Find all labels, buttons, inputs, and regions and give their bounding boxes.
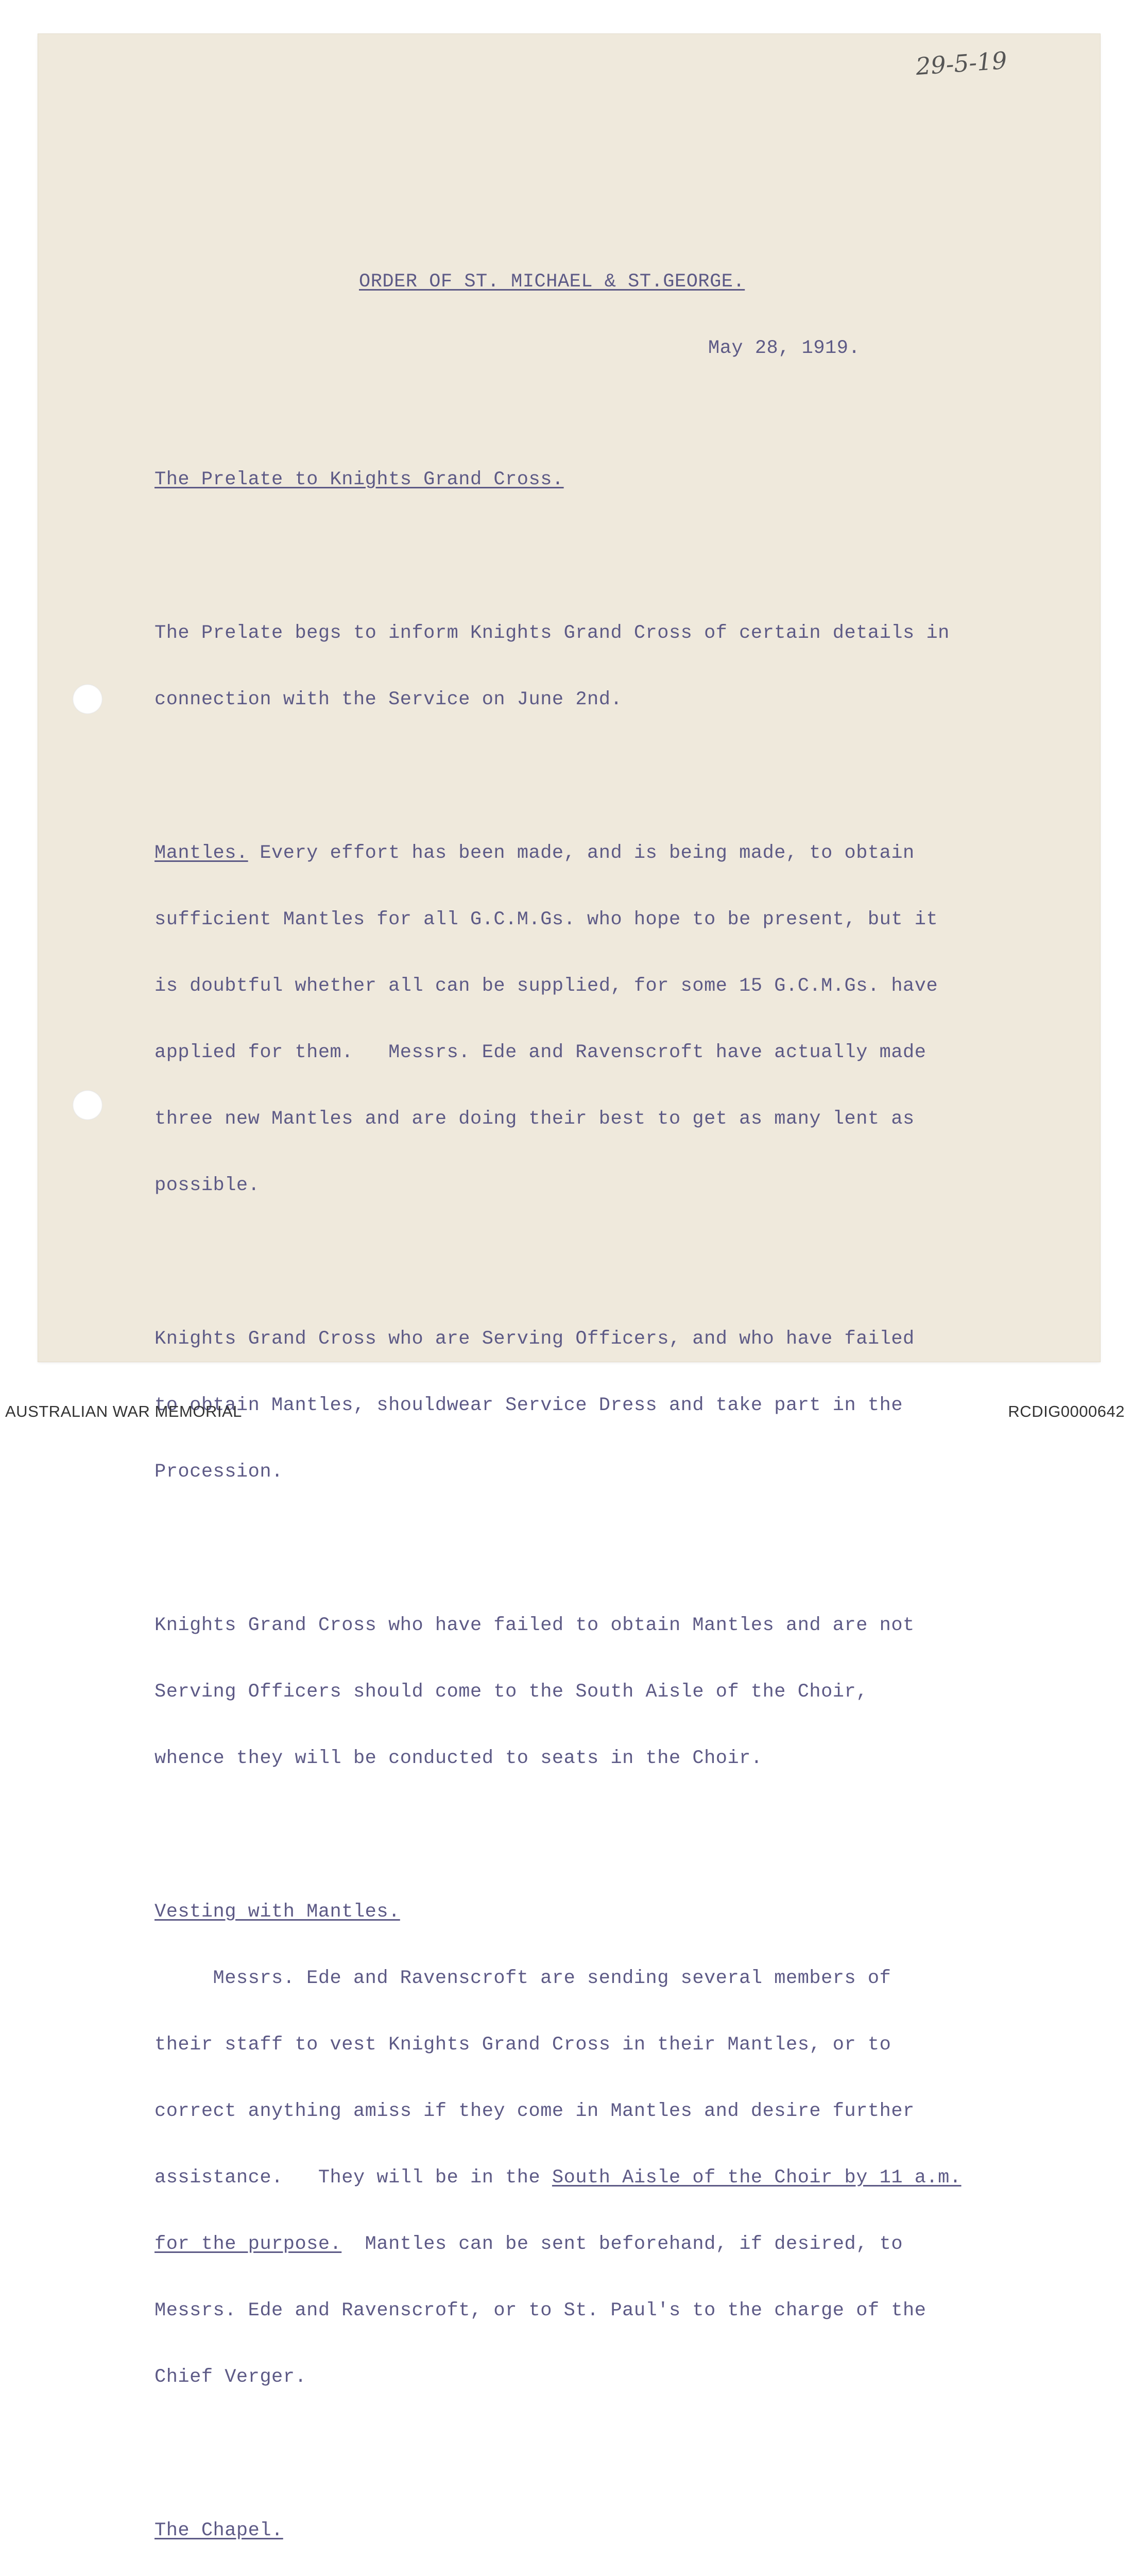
document-title: ORDER OF ST. MICHAEL & ST.GEORGE.	[359, 271, 745, 293]
serving-line: to obtain Mantles, shouldwear Service Dress and take part in the	[154, 1395, 903, 1416]
vesting-line: Chief Verger.	[154, 2366, 307, 2388]
chapel-heading: The Chapel.	[154, 2520, 283, 2541]
intro-line: The Prelate begs to inform Knights Grand Cross of certain details in	[154, 622, 950, 644]
vesting-heading: Vesting with Mantles.	[154, 1901, 400, 1923]
intro-line: connection with the Service on June 2nd.	[154, 689, 623, 710]
not-serving-line: whence they will be conducted to seats in the Choir.	[154, 1748, 763, 1769]
serving-line: Procession.	[154, 1461, 283, 1483]
footer-record-id: RCDIG0000642	[1008, 1402, 1125, 1420]
mantles-line: sufficient Mantles for all G.C.M.Gs. who hope to be present, but it	[154, 909, 938, 930]
mantles-line: is doubtful whether all can be supplied, for some 15 G.C.M.Gs. have	[154, 975, 938, 997]
vesting-underlined-text: for the purpose.	[154, 2233, 342, 2255]
handwritten-annotation: 29-5-19	[915, 46, 1008, 81]
salutation: The Prelate to Knights Grand Cross.	[154, 469, 564, 490]
not-serving-line: Serving Officers should come to the South Aisle of the Choir,	[154, 1681, 868, 1703]
punch-hole	[73, 684, 102, 714]
vesting-underlined-text: South Aisle of the Choir by 11 a.m.	[552, 2167, 962, 2189]
footer-institution: AUSTRALIAN WAR MEMORIAL	[5, 1402, 242, 1420]
mantles-heading: Mantles.	[154, 842, 248, 864]
vesting-line: Messrs. Ede and Ravenscroft, or to St. Paul's to the charge of the	[154, 2300, 926, 2321]
vesting-text: Mantles can be sent beforehand, if desired, to	[341, 2233, 903, 2255]
vesting-line: Messrs. Ede and Ravenscroft are sending several members of	[154, 1968, 891, 1989]
vesting-line: their staff to vest Knights Grand Cross in their Mantles, or to	[154, 2034, 891, 2056]
mantles-line: Every effort has been made, and is being made, to obtain	[248, 842, 915, 864]
document-date: May 28, 1919.	[708, 337, 861, 359]
mantles-line: three new Mantles and are doing their best to get as many lent as	[154, 1108, 915, 1130]
vesting-line: correct anything amiss if they come in Mantles and desire further	[154, 2100, 915, 2122]
letter-body	[154, 227, 1051, 2576]
punch-hole	[73, 1090, 102, 1120]
mantles-line: applied for them. Messrs. Ede and Ravenscroft have actually made	[154, 1042, 926, 1063]
serving-line: Knights Grand Cross who are Serving Officers, and who have failed	[154, 1328, 915, 1350]
vesting-text: assistance. They will be in the	[154, 2167, 552, 2189]
mantles-line: possible.	[154, 1175, 260, 1196]
not-serving-line: Knights Grand Cross who have failed to obtain Mantles and are not	[154, 1615, 915, 1636]
